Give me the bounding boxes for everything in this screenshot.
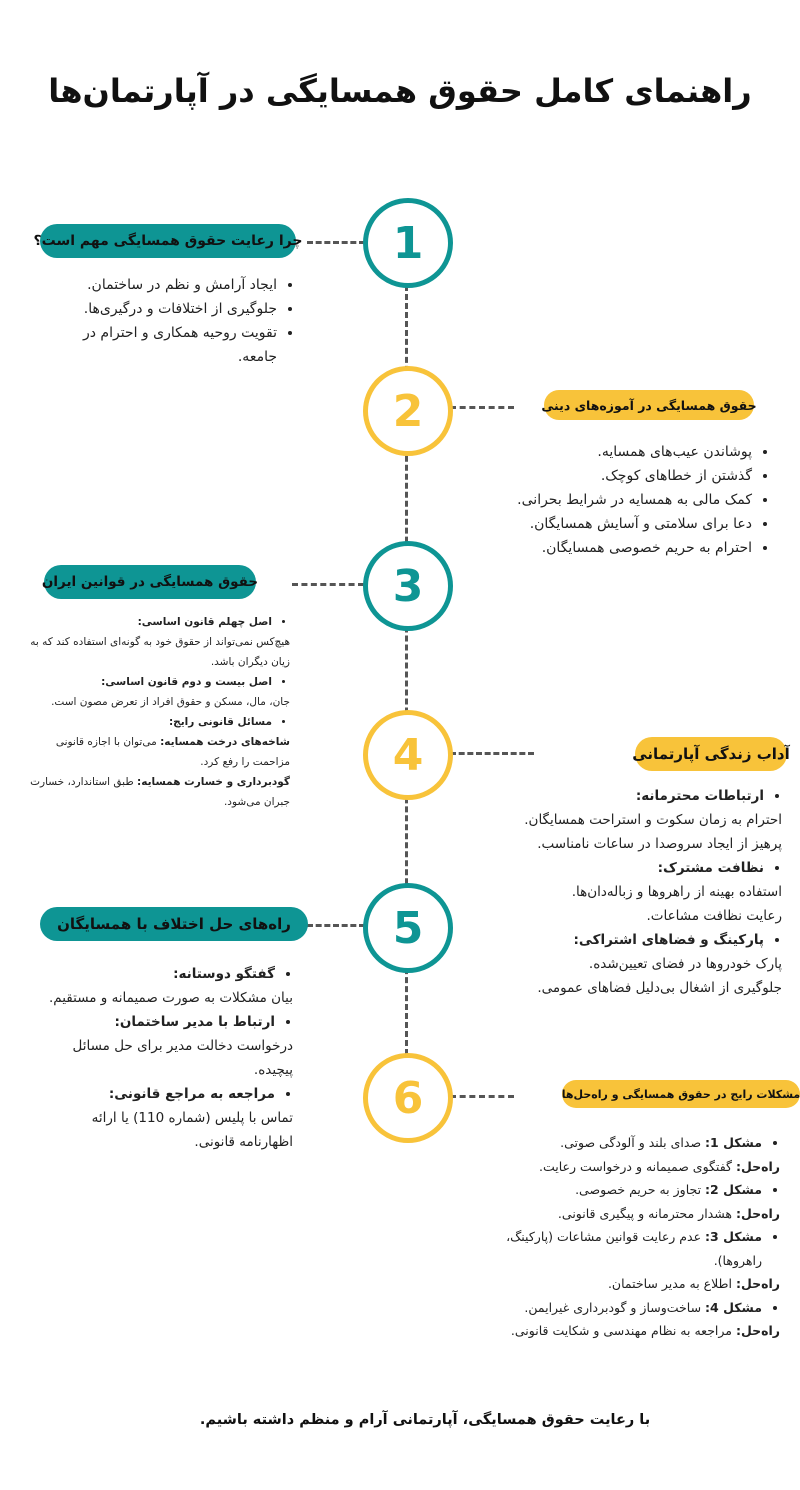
step-3-heading: حقوق همسایگی در قوانین ایران xyxy=(44,565,256,599)
list-item xyxy=(20,672,290,712)
item-line: استفاده بهینه از راهروها و زباله‌دان‌ها. xyxy=(571,884,782,900)
item-line: احترام به زمان سکوت و استراحت همسایگان. xyxy=(524,812,782,828)
step-1-heading: چرا رعایت حقوق همسایگی مهم است؟ xyxy=(40,224,296,258)
sub-item-text: طبق استاندارد، خسارت جبران می‌شود. xyxy=(30,776,290,808)
solution-line xyxy=(490,1319,780,1343)
list-item: • ایجاد آرامش و نظم در ساختمان. xyxy=(40,273,277,297)
item-label: نظافت مشترک: xyxy=(657,860,764,876)
step-2-heading: حقوق همسایگی در آموزه‌های دینی xyxy=(544,390,754,420)
problem-label: مشکل 4: xyxy=(705,1299,762,1315)
item-label: پارکینگ و فضاهای اشتراکی: xyxy=(573,932,764,948)
list-item xyxy=(20,712,272,732)
list-item xyxy=(20,612,290,672)
step-5-list xyxy=(40,962,293,1154)
connector-6 xyxy=(450,1095,514,1098)
item-text: تماس با پلیس (شماره 110) یا ارائه اظهارنامه قانونی. xyxy=(91,1110,293,1150)
step-4-heading: آداب زندگی آپارتمانی xyxy=(635,737,787,771)
item-label: ارتباطات محترمانه: xyxy=(635,788,764,804)
list-item: • جلوگیری از اختلافات و درگیری‌ها. xyxy=(40,297,277,321)
item-label: مراجعه به مراجع قانونی: xyxy=(108,1086,275,1102)
step-1-list xyxy=(40,273,295,369)
solution-label: راه‌حل: xyxy=(735,1158,780,1174)
solution-text: اطلاع به مدیر ساختمان. xyxy=(607,1276,732,1291)
connector-3 xyxy=(292,583,364,586)
solution-line xyxy=(490,1272,780,1296)
item-label: اصل بیست و دوم قانون اساسی: xyxy=(101,676,272,688)
list-item xyxy=(490,1296,762,1320)
item-label: مسائل قانونی رایج: xyxy=(168,716,272,728)
list-item xyxy=(490,1178,762,1202)
solution-text: هشدار محترمانه و پیگیری قانونی. xyxy=(557,1205,732,1221)
connector-4 xyxy=(450,752,534,755)
problem-label: مشکل 2: xyxy=(705,1182,762,1197)
footer-slogan: با رعایت حقوق همسایگی، آپارتمانی آرام و منظم داشته باشیم. xyxy=(199,1412,651,1428)
list-item xyxy=(40,962,275,986)
solution-label: راه‌حل: xyxy=(735,1276,780,1291)
solution-label: راه‌حل: xyxy=(735,1323,780,1338)
list-item xyxy=(490,1131,762,1155)
problem-text: تجاوز به حریم خصوصی. xyxy=(575,1182,702,1197)
page-title: راهنمای کامل حقوق همسایگی در آپارتمان‌ها xyxy=(48,72,752,110)
list-item: • گذشتن از خطاهای کوچک. xyxy=(470,464,752,488)
list-item: • دعا برای سلامتی و آسایش همسایگان. xyxy=(470,512,752,536)
item-text: هیچ‌کس نمی‌تواند از حقوق خود به گونه‌ای استفاده کند که به زیان دیگران باشد. xyxy=(30,636,290,668)
connector-2 xyxy=(450,406,514,409)
step-number-5: 5 xyxy=(363,883,453,973)
solution-line xyxy=(490,1155,780,1179)
item-label: ارتباط با مدیر ساختمان: xyxy=(114,1014,275,1030)
list-item: • احترام به حریم خصوصی همسایگان. xyxy=(470,536,752,560)
list-item xyxy=(40,1082,275,1106)
step-4-list xyxy=(490,784,782,1000)
sub-item-label: شاخه‌های درخت همسایه: xyxy=(160,736,290,748)
step-number-6: 6 xyxy=(363,1053,453,1143)
connector-5 xyxy=(307,924,365,927)
problem-text: ساخت‌وساز و گودبرداری غیرایمن. xyxy=(524,1299,702,1315)
list-item xyxy=(490,784,764,808)
item-line: پارک خودروها در فضای تعیین‌شده. xyxy=(588,956,782,972)
problem-label: مشکل 3: xyxy=(705,1229,762,1244)
step-6-list xyxy=(490,1131,780,1343)
list-item xyxy=(490,1225,762,1272)
item-line: پرهیز از ایجاد سروصدا در ساعات نامناسب. xyxy=(537,836,782,852)
step-number-1: 1 xyxy=(363,198,453,288)
list-item xyxy=(40,1010,275,1034)
step-5-heading: راه‌های حل اختلاف با همسایگان xyxy=(40,907,308,941)
problem-text: صدای بلند و آلودگی صوتی. xyxy=(560,1135,702,1150)
sub-item-text: می‌توان با اجازه قانونی مزاحمت را رفع کرد. xyxy=(55,736,290,768)
solution-label: راه‌حل: xyxy=(735,1205,780,1221)
list-item xyxy=(490,856,764,880)
sub-item-label: گودبرداری و خسارت همسایه: xyxy=(137,776,290,788)
item-text: درخواست دخالت مدیر برای حل مسائل پیچیده. xyxy=(72,1038,293,1078)
item-text: بیان مشکلات به صورت صمیمانه و مستقیم. xyxy=(48,990,293,1006)
step-2-list xyxy=(470,440,770,560)
list-item xyxy=(490,928,764,952)
connector-1 xyxy=(307,241,365,244)
sub-item xyxy=(20,772,290,812)
problem-label: مشکل 1: xyxy=(705,1135,762,1150)
step-number-4: 4 xyxy=(363,710,453,800)
list-item: • تقویت روحیه همکاری و احترام در جامعه. xyxy=(40,321,277,369)
solution-text: گفتگوی صمیمانه و درخواست رعایت. xyxy=(538,1158,732,1174)
item-label: اصل چهلم قانون اساسی: xyxy=(137,616,272,628)
step-3-list xyxy=(20,612,290,812)
item-line: رعایت نظافت مشاعات. xyxy=(646,908,782,924)
solution-text: مراجعه به نظام مهندسی و شکایت قانونی. xyxy=(510,1323,732,1338)
item-label: گفتگو دوستانه: xyxy=(173,966,275,982)
sub-item xyxy=(20,732,290,772)
step-6-heading: مشکلات رایج در حقوق همسایگی و راه‌حل‌ها xyxy=(562,1080,800,1108)
item-line: جلوگیری از اشغال بی‌دلیل فضاهای عمومی. xyxy=(537,980,782,996)
problem-text: عدم رعایت قوانین مشاعات (پارکینگ، راهروها). xyxy=(506,1229,762,1268)
list-item: • پوشاندن عیب‌های همسایه. xyxy=(470,440,752,464)
step-number-2: 2 xyxy=(363,366,453,456)
solution-line xyxy=(490,1202,780,1226)
step-number-3: 3 xyxy=(363,541,453,631)
item-text: جان، مال، مسکن و حقوق افراد از تعرض مصون است. xyxy=(51,696,290,708)
list-item: • کمک مالی به همسایه در شرایط بحرانی. xyxy=(470,488,752,512)
sub-list xyxy=(20,732,290,812)
